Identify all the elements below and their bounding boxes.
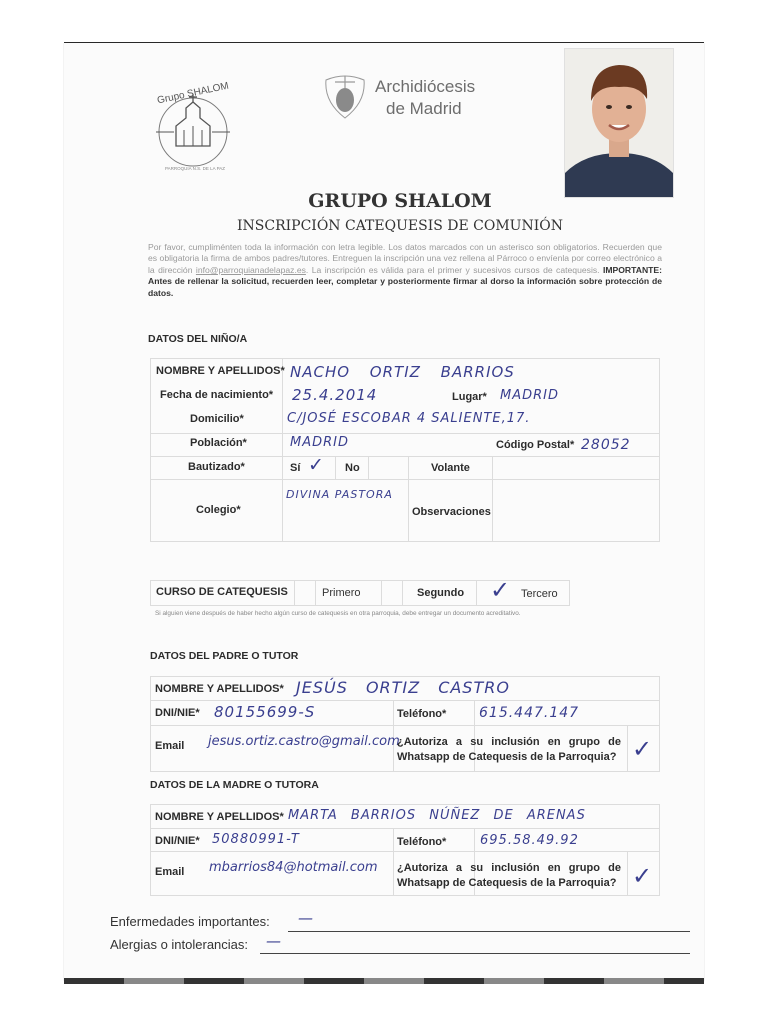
father-name-value[interactable]: JESÚS ORTIZ CASTRO bbox=[296, 678, 510, 697]
mother-phone-value[interactable]: 695.58.49.92 bbox=[480, 833, 579, 848]
child-school-value[interactable]: DIVINA PASTORA bbox=[286, 488, 393, 501]
father-dni-value[interactable]: 80155699-S bbox=[214, 703, 316, 721]
mother-dni-value[interactable]: 50880991-T bbox=[212, 832, 300, 847]
child-portrait-icon bbox=[565, 49, 673, 197]
intro-paragraph bbox=[148, 242, 662, 299]
baptized-yes-check-icon[interactable]: ✓ bbox=[308, 454, 325, 476]
father-phone-value[interactable]: 615.447.147 bbox=[479, 705, 580, 721]
father-section-title: DATOS DEL PADRE O TUTOR bbox=[150, 650, 299, 662]
allergy-value[interactable]: — bbox=[266, 932, 282, 950]
child-address-value[interactable]: C/JOSÉ ESCOBAR 4 SALIENTE,17. bbox=[287, 411, 531, 426]
father-name-label: NOMBRE Y APELLIDOS* bbox=[155, 683, 284, 695]
mother-email-value[interactable]: mbarrios84@hotmail.com bbox=[209, 860, 378, 875]
intro-text-2: . La inscripción es válida para el primer y sucesivos cursos de catequesis. bbox=[305, 264, 603, 275]
allergy-line bbox=[260, 953, 690, 954]
shalom-logo-subtext: PARROQUIA N.S. DE LA PAZ bbox=[164, 166, 226, 171]
allergy-label: Alergias o intolerancias: bbox=[110, 937, 249, 952]
father-whatsapp-check-icon[interactable]: ✓ bbox=[632, 735, 654, 763]
illness-value[interactable]: — bbox=[298, 909, 314, 927]
intro-text-1: Por favor, cumpliménten toda la información con letra legible. Los datos marcados con un asterisco son obligatorios. Recuerden que es obligatoria la firma de ambos padres/tutores. Entreguen la inscripción una vez rellena al Párroco o envíenla por correo electrónico a la dirección bbox=[148, 242, 662, 275]
course-note: Si alguien viene después de haber hecho algún curso de catequesis en otra parroquia, debe entregar un documento acreditativo. bbox=[155, 610, 521, 617]
father-email-label: Email bbox=[155, 740, 185, 752]
mother-email-label: Email bbox=[155, 866, 185, 878]
illness-label: Enfermedades importantes: bbox=[110, 914, 270, 929]
child-no-label: No bbox=[345, 462, 360, 474]
intro-email-link[interactable]: info@parroquianadelapaz.es bbox=[195, 264, 306, 275]
archdiocese-crest-icon bbox=[320, 72, 370, 122]
course-option-primero: Primero bbox=[322, 587, 361, 599]
child-flyer-label: Volante bbox=[431, 462, 470, 474]
course-label: CURSO DE CATEQUESIS bbox=[156, 586, 288, 598]
course-segundo-box[interactable] bbox=[381, 580, 403, 606]
father-dni-label: DNI/NIE* bbox=[155, 707, 200, 719]
course-primero-box[interactable] bbox=[294, 580, 316, 606]
father-whatsapp-label: ¿Autoriza a su inclusión en grupo de Whatsapp de Catequesis de la Parroquia? bbox=[397, 736, 621, 763]
page-subtitle: INSCRIPCIÓN CATEQUESIS DE COMUNIÓN bbox=[237, 218, 563, 234]
child-school-label: Colegio* bbox=[196, 504, 241, 516]
child-town-label: Población* bbox=[190, 437, 247, 449]
father-email-value[interactable]: jesus.ortiz.castro@gmail.com bbox=[208, 734, 400, 749]
child-notes-label: Observaciones bbox=[412, 506, 491, 518]
intro-important: IMPORTANTE: Antes de rellenar la solicitud, recuerden leer, completar y posteriormente firmar al dorso la información sobre protección de datos. bbox=[148, 264, 662, 298]
illness-line bbox=[288, 931, 690, 932]
child-place-label: Lugar* bbox=[452, 391, 487, 403]
father-phone-label: Teléfono* bbox=[397, 708, 447, 720]
mother-dni-label: DNI/NIE* bbox=[155, 835, 200, 847]
mother-whatsapp-check-icon[interactable]: ✓ bbox=[632, 862, 654, 890]
archdiocese-line1: Archidiócesis bbox=[375, 77, 476, 96]
child-baptized-label: Bautizado* bbox=[188, 461, 245, 473]
child-postal-label: Código Postal* bbox=[496, 439, 575, 451]
child-section-title: DATOS DEL NIÑO/A bbox=[148, 333, 248, 345]
mother-name-value[interactable]: MARTA BARRIOS NÚÑEZ DE ARENAS bbox=[288, 808, 586, 823]
mother-section-title: DATOS DE LA MADRE O TUTORA bbox=[150, 779, 319, 791]
scan-bottom-edge bbox=[64, 978, 704, 984]
mother-name-label: NOMBRE Y APELLIDOS* bbox=[155, 811, 284, 823]
mother-whatsapp-label: ¿Autoriza a su inclusión en grupo de Whatsapp de Catequesis de la Parroquia? bbox=[397, 862, 621, 889]
shalom-logo-text: Grupo SHALOM bbox=[156, 80, 230, 107]
course-option-segundo: Segundo bbox=[417, 587, 465, 599]
child-name-value[interactable]: NACHO ORTIZ BARRIOS bbox=[290, 363, 515, 381]
child-town-value[interactable]: MADRID bbox=[290, 435, 349, 450]
child-postal-value[interactable]: 28052 bbox=[581, 437, 631, 453]
child-address-label: Domicilio* bbox=[190, 413, 244, 425]
child-photo bbox=[564, 48, 674, 198]
child-place-value[interactable]: MADRID bbox=[500, 388, 559, 403]
child-name-label: NOMBRE Y APELLIDOS* bbox=[156, 365, 285, 377]
course-option-tercero: Tercero bbox=[521, 588, 558, 600]
child-birth-label: Fecha de nacimiento* bbox=[160, 389, 274, 401]
course-tercero-check-icon[interactable]: ✓ bbox=[490, 576, 512, 604]
child-yes-label: Sí bbox=[290, 462, 301, 474]
mother-phone-label: Teléfono* bbox=[397, 836, 447, 848]
page-title: GRUPO SHALOM bbox=[308, 190, 492, 212]
child-row-divider-2 bbox=[150, 479, 660, 480]
child-birth-value[interactable]: 25.4.2014 bbox=[292, 386, 378, 404]
archdiocese-line2: de Madrid bbox=[386, 99, 462, 118]
